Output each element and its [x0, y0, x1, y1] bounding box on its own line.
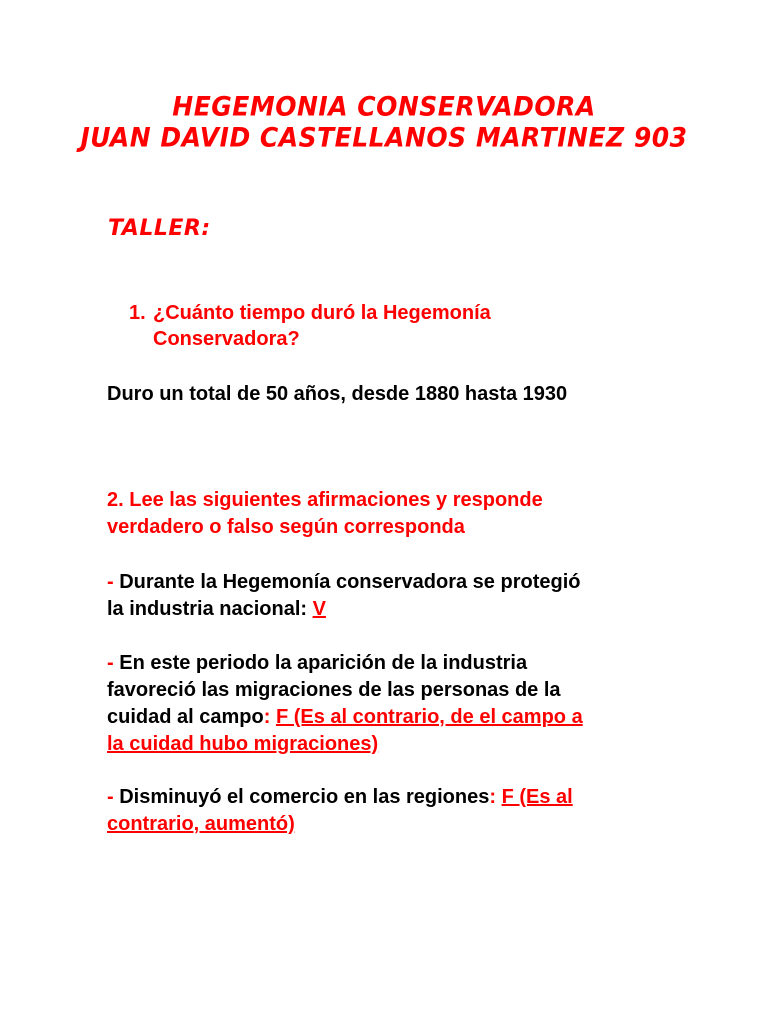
statement-2-dash: - [107, 652, 114, 674]
statement-1-dash: - [107, 571, 114, 593]
statement-1-colon: : [300, 598, 313, 620]
statement-2-cont [107, 704, 583, 730]
statement-3 [107, 784, 573, 810]
question-1-number: 1. [129, 302, 146, 324]
statement-3-answer-line1: F (Es al [501, 786, 573, 808]
question-2-line2: verdadero o falso según corresponda [107, 516, 465, 538]
statement-2-line1: En este periodo la aparición de la industria [113, 652, 528, 674]
statement-1-answer: V [312, 598, 326, 620]
statement-1-cont [107, 596, 326, 622]
statement-1-line2: la industria nacional [107, 598, 301, 620]
document-title: HEGEMONIA CONSERVADORA [172, 91, 596, 122]
document-author: JUAN DAVID CASTELLANOS MARTINEZ 903 [80, 122, 688, 153]
statement-2 [107, 650, 527, 676]
answer-1: Duro un total de 50 años, desde 1880 hasta 1930 [107, 383, 568, 405]
statement-2-answer-line2: la cuidad hubo migraciones) [107, 733, 379, 755]
statement-1-line1: Durante la Hegemonía conservadora se protegió [113, 571, 581, 593]
statement-2-line3: cuidad al campo [107, 706, 264, 728]
statement-1 [107, 569, 580, 595]
question-1-text-line2: Conservadora? [153, 328, 300, 350]
statement-2-line2: favoreció las migraciones de las personas de la [107, 679, 561, 701]
statement-3-dash: - [107, 786, 114, 808]
statement-2-colon: : [263, 706, 276, 728]
section-heading: TALLER: [108, 216, 211, 241]
question-1-text-line1: ¿Cuánto tiempo duró la Hegemonía [153, 302, 491, 324]
question-2-line1: 2. Lee las siguientes afirmaciones y responde [107, 489, 543, 511]
statement-3-answer-line2: contrario, aumentó) [107, 813, 295, 835]
statement-3-line1: Disminuyó el comercio en las regiones [113, 786, 490, 808]
question-1 [129, 300, 491, 350]
statement-3-colon: : [489, 786, 502, 808]
statement-2-answer-line1: F (Es al contrario, de el campo a [275, 706, 583, 728]
